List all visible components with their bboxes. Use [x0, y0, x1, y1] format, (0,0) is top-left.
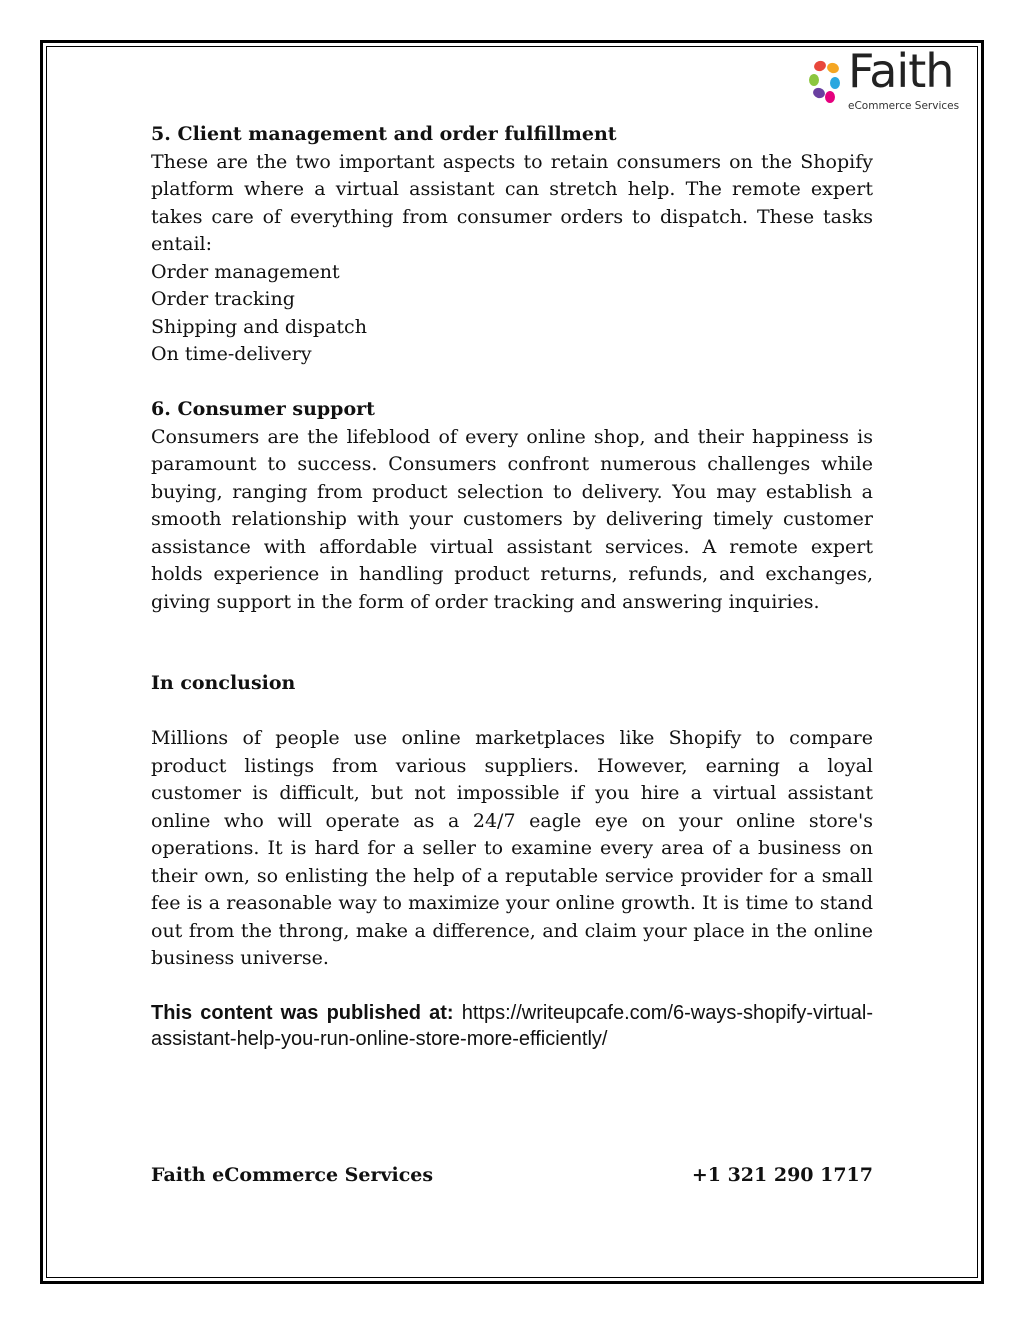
published-url[interactable]: https://writeupcafe.com/6-ways-shopify-virtual-assistant-help-you-run-online-store-more-efficiently/ — [151, 1002, 874, 1050]
page-footer — [151, 1164, 873, 1186]
list-item: Shipping and dispatch — [151, 315, 367, 338]
section6-heading: 6. Consumer support — [151, 398, 375, 420]
faith-logo — [808, 44, 970, 116]
section5-body: These are the two important aspects to retain consumers on the Shopify platform where a virtual assistant can stretch help. The remote expert takes care of everything from consumer orders to dispatch. These tasks entail: — [151, 150, 873, 255]
footer-phone: +1 321 290 1717 — [691, 1164, 873, 1186]
list-item: Order tracking — [151, 288, 295, 310]
flower-logo-icon — [808, 58, 844, 110]
logo-wordmark: Faith — [848, 44, 954, 98]
footer-company: Faith eCommerce Services — [151, 1164, 434, 1186]
published-note — [151, 1000, 873, 1052]
document-body — [151, 121, 873, 1052]
conclusion-body: Millions of people use online marketplaces like Shopify to compare product listings from various suppliers. However, earning a loyal customer is difficult, but not impossible if you hire a virtual assistant online who will operate as a 24/7 eagle eye on your online store's operations. It is hard for a seller to examine every area of a business on their own, so enlisting the help of a reputable service provider for a small fee is a reasonable way to maximize your online growth. It is time to stand out from the throng, make a difference, and claim your place in the online business universe. — [151, 727, 873, 969]
section5-heading: 5. Client management and order fulfillment — [151, 123, 617, 145]
logo-subtitle: eCommerce Services — [848, 100, 960, 112]
conclusion-heading: In conclusion — [151, 672, 296, 694]
published-label: This content was published at: — [151, 1002, 454, 1024]
list-item: On time-delivery — [151, 343, 312, 365]
list-item: Order management — [151, 260, 340, 283]
section6-body: Consumers are the lifeblood of every online shop, and their happiness is paramount to success. Consumers confront numerous challenges while buying, ranging from product selection to delivery. You may establish a smooth relationship with your customers by delivering timely customer assistance with affordable virtual assistant services. A remote expert holds experience in handling product returns, refunds, and exchanges, giving support in the form of order tracking and answering inquiries. — [151, 425, 873, 613]
